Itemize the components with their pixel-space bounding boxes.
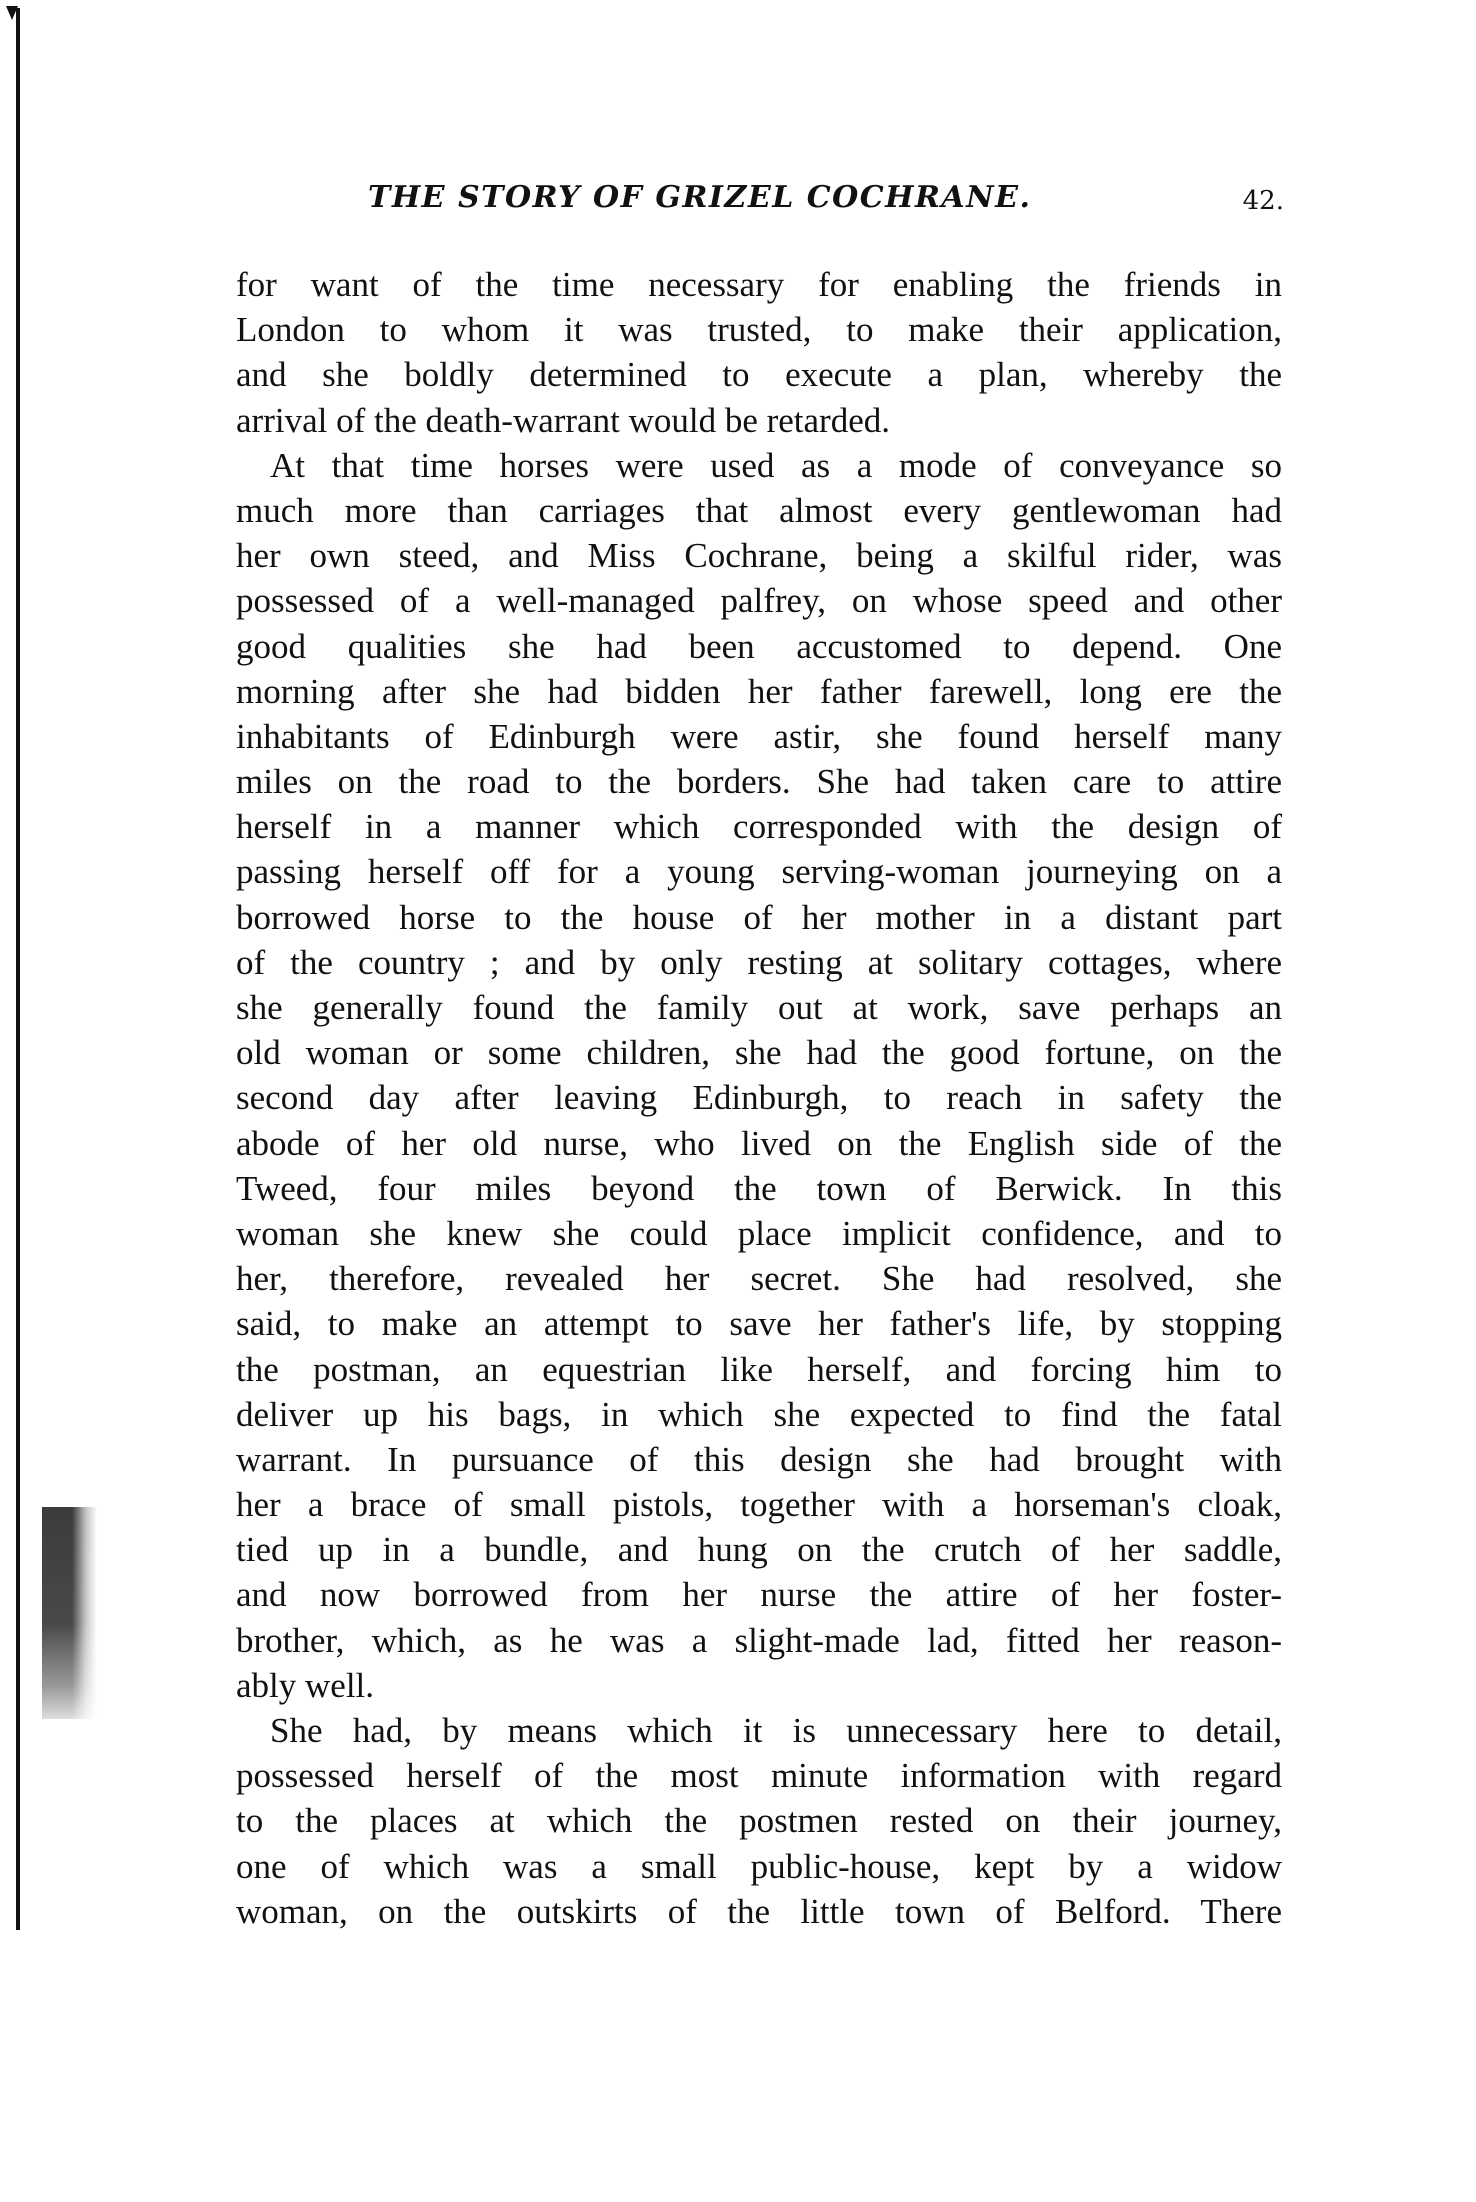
running-title: THE STORY OF GRIZEL COCHRANE. <box>368 180 1032 215</box>
text-line: and she boldly determined to execute a plan, whereby the <box>236 355 1282 395</box>
text-line: arrival of the death-warrant would be retarded. <box>236 400 890 440</box>
text-line: good qualities she had been accustomed to depend. One <box>236 626 1282 666</box>
text-line: woman she knew she could place implicit confidence, and to <box>236 1213 1282 1253</box>
text-line: miles on the road to the borders. She had taken care to attire <box>236 762 1282 802</box>
text-line: possessed of a well-managed palfrey, on whose speed and other <box>236 581 1282 621</box>
text-line: passing herself off for a young serving-woman journeying on a <box>236 852 1282 892</box>
text-line: woman, on the outskirts of the little town of Belford. There <box>236 1891 1282 1931</box>
text-line: morning after she had bidden her father farewell, long ere the <box>236 671 1282 711</box>
text-line: tied up in a bundle, and hung on the crutch of her saddle, <box>236 1530 1282 1570</box>
running-head <box>236 180 1284 220</box>
page-binding-edge <box>16 8 20 1930</box>
text-line: Tweed, four miles beyond the town of Berwick. In this <box>236 1168 1282 1208</box>
text-line: old woman or some children, she had the good fortune, on the <box>236 1033 1282 1073</box>
text-line: inhabitants of Edinburgh were astir, she found herself many <box>236 716 1282 756</box>
text-line: much more than carriages that almost every gentlewoman had <box>236 490 1282 530</box>
text-line: deliver up his bags, in which she expected to find the fatal <box>236 1394 1282 1434</box>
text-line: At that time horses were used as a mode of conveyance so <box>270 445 1282 485</box>
text-line: ably well. <box>236 1665 375 1705</box>
text-line: abode of her old nurse, who lived on the English side of the <box>236 1123 1282 1163</box>
text-line: She had, by means which it is unnecessary here to detail, <box>270 1711 1282 1750</box>
text-line: brother, which, as he was a slight-made lad, fitted her reason- <box>236 1620 1282 1660</box>
page-number: 42. <box>1242 186 1284 216</box>
text-line: she generally found the family out at work, save perhaps an <box>236 988 1282 1027</box>
paragraph <box>236 443 1282 1708</box>
text-line: her a brace of small pistols, together with a horseman's cloak, <box>236 1485 1282 1525</box>
text-line: warrant. In pursuance of this design she had brought with <box>236 1439 1282 1479</box>
text-line: her own steed, and Miss Cochrane, being a skilful rider, was <box>236 536 1282 576</box>
text-line: borrowed horse to the house of her mother in a distant part <box>236 897 1282 937</box>
text-line: one of which was a small public-house, kept by a widow <box>236 1846 1282 1886</box>
paragraph <box>236 1708 1282 1934</box>
text-line: to the places at which the postmen rested on their journey, <box>236 1801 1282 1841</box>
text-line: her, therefore, revealed her secret. She had resolved, she <box>236 1259 1282 1299</box>
text-line: and now borrowed from her nurse the attire of her foster- <box>236 1575 1282 1615</box>
text-line: said, to make an attempt to save her father's life, by stopping <box>236 1304 1282 1344</box>
binding-notch-mark <box>6 6 18 20</box>
text-line: herself in a manner which corresponded with the design of <box>236 807 1282 847</box>
text-line: for want of the time necessary for enabling the friends in <box>236 265 1282 304</box>
text-line: possessed herself of the most minute information with regard <box>236 1756 1282 1796</box>
text-line: second day after leaving Edinburgh, to reach in safety the <box>236 1078 1282 1118</box>
scan-smudge-mark <box>42 1507 97 1719</box>
text-line: the postman, an equestrian like herself, and forcing him to <box>236 1349 1282 1389</box>
paragraph <box>236 262 1282 443</box>
body-text <box>236 262 1282 1934</box>
text-line: of the country ; and by only resting at solitary cottages, where <box>236 942 1282 982</box>
text-line: London to whom it was trusted, to make their application, <box>236 310 1282 350</box>
